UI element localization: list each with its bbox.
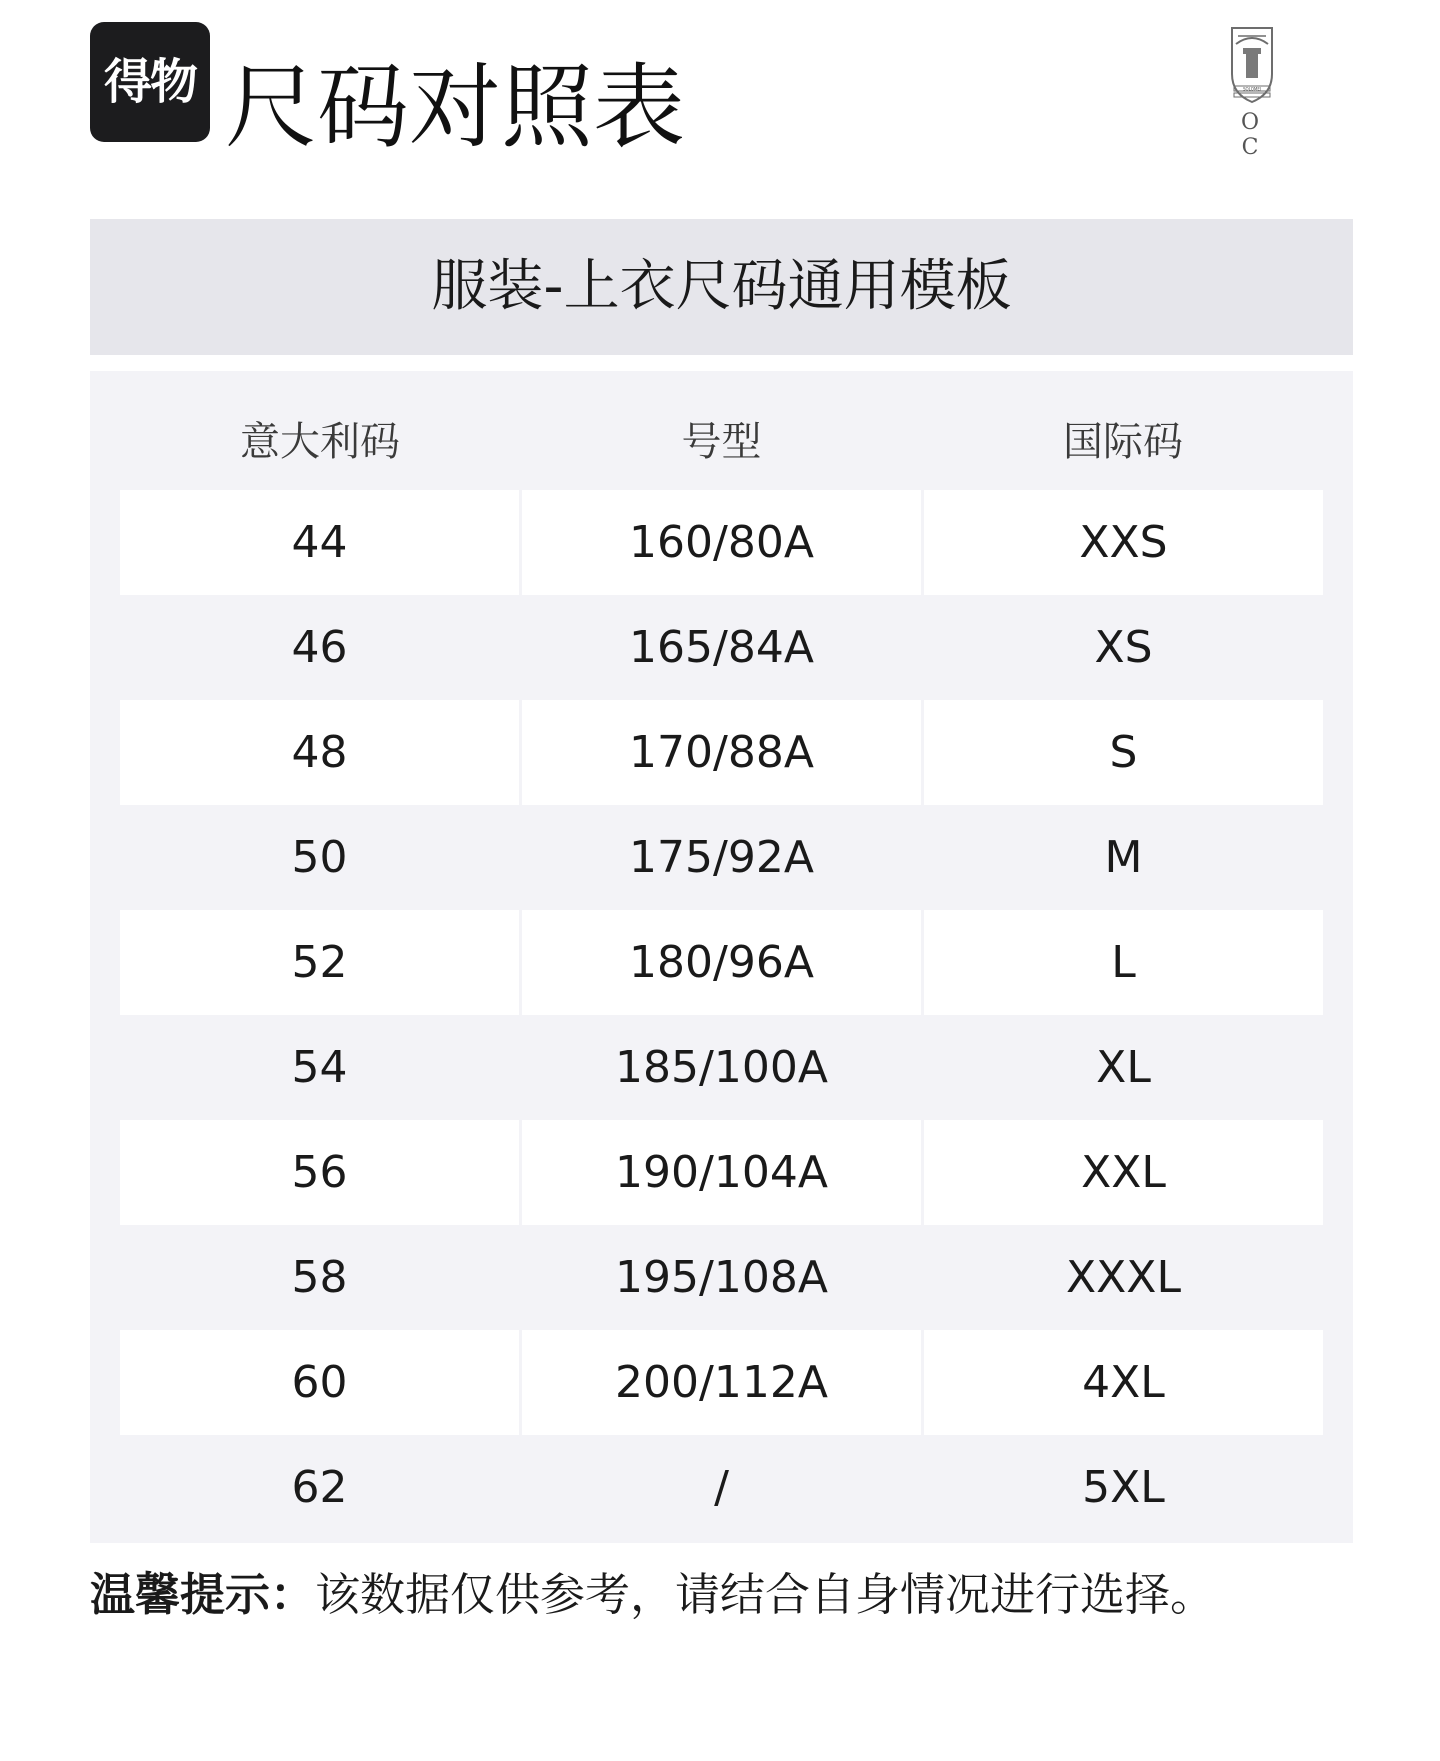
tip-note <box>90 1565 1215 1625</box>
table-row <box>120 805 1323 910</box>
crest-text: SOLOMEI <box>1242 86 1262 92</box>
table-cell: / <box>714 1462 729 1513</box>
table-cell: XXXL <box>1066 1252 1181 1303</box>
table-cell: XXS <box>924 490 1323 595</box>
app-logo <box>90 22 210 142</box>
table-cell: 56 <box>120 1120 519 1225</box>
table-cell: 62 <box>291 1462 348 1513</box>
table-cell: 185/100A <box>615 1042 828 1093</box>
crest-emblem-icon <box>1210 22 1294 110</box>
table-cell: XS <box>1094 622 1153 673</box>
table-row <box>120 910 1323 1015</box>
table-row <box>120 700 1323 805</box>
column-header-italian-size: 意大利码 <box>240 419 400 465</box>
table-cell: 46 <box>291 622 348 673</box>
app-logo-text: 得物 <box>103 54 196 110</box>
table-row <box>120 1435 1323 1540</box>
table-row <box>120 1330 1323 1435</box>
table-cell: 165/84A <box>629 622 814 673</box>
table-cell: S <box>924 700 1323 805</box>
table-cell: 52 <box>120 910 519 1015</box>
table-cell: 48 <box>120 700 519 805</box>
table-cell: XL <box>1096 1042 1151 1093</box>
column-header-international-size: 国际码 <box>1063 419 1183 465</box>
table-cell: L <box>924 910 1323 1015</box>
table-cell: 200/112A <box>522 1330 921 1435</box>
size-table <box>90 371 1353 1543</box>
tip-label: 温馨提示： <box>90 1568 316 1621</box>
table-cell: XXL <box>924 1120 1323 1225</box>
table-cell: 5XL <box>1082 1462 1165 1513</box>
table-row <box>120 1015 1323 1120</box>
tip-text: 该数据仅供参考，请结合自身情况进行选择。 <box>315 1568 1216 1621</box>
table-cell: 160/80A <box>522 490 921 595</box>
table-cell: 175/92A <box>629 832 814 883</box>
template-title-banner <box>90 219 1353 355</box>
table-cell: 190/104A <box>522 1120 921 1225</box>
table-cell: 180/96A <box>522 910 921 1015</box>
brand-initials: O C <box>1240 110 1274 160</box>
table-cell: 50 <box>291 832 348 883</box>
page-title: 尺码对照表 <box>225 54 686 161</box>
table-cell: 195/108A <box>615 1252 828 1303</box>
table-row <box>120 1225 1323 1330</box>
column-header-body-type: 号型 <box>681 419 762 465</box>
table-cell: 60 <box>120 1330 519 1435</box>
table-row <box>120 595 1323 700</box>
table-cell: 44 <box>120 490 519 595</box>
table-cell: 54 <box>291 1042 348 1093</box>
table-row <box>120 1120 1323 1225</box>
table-cell: M <box>1104 832 1143 883</box>
table-cell: 58 <box>291 1252 348 1303</box>
table-cell: 4XL <box>924 1330 1323 1435</box>
template-title: 服装-上衣尺码通用模板 <box>431 254 1012 319</box>
table-cell: 170/88A <box>522 700 921 805</box>
table-row <box>120 490 1323 595</box>
brand-crest-logo <box>1210 22 1294 160</box>
